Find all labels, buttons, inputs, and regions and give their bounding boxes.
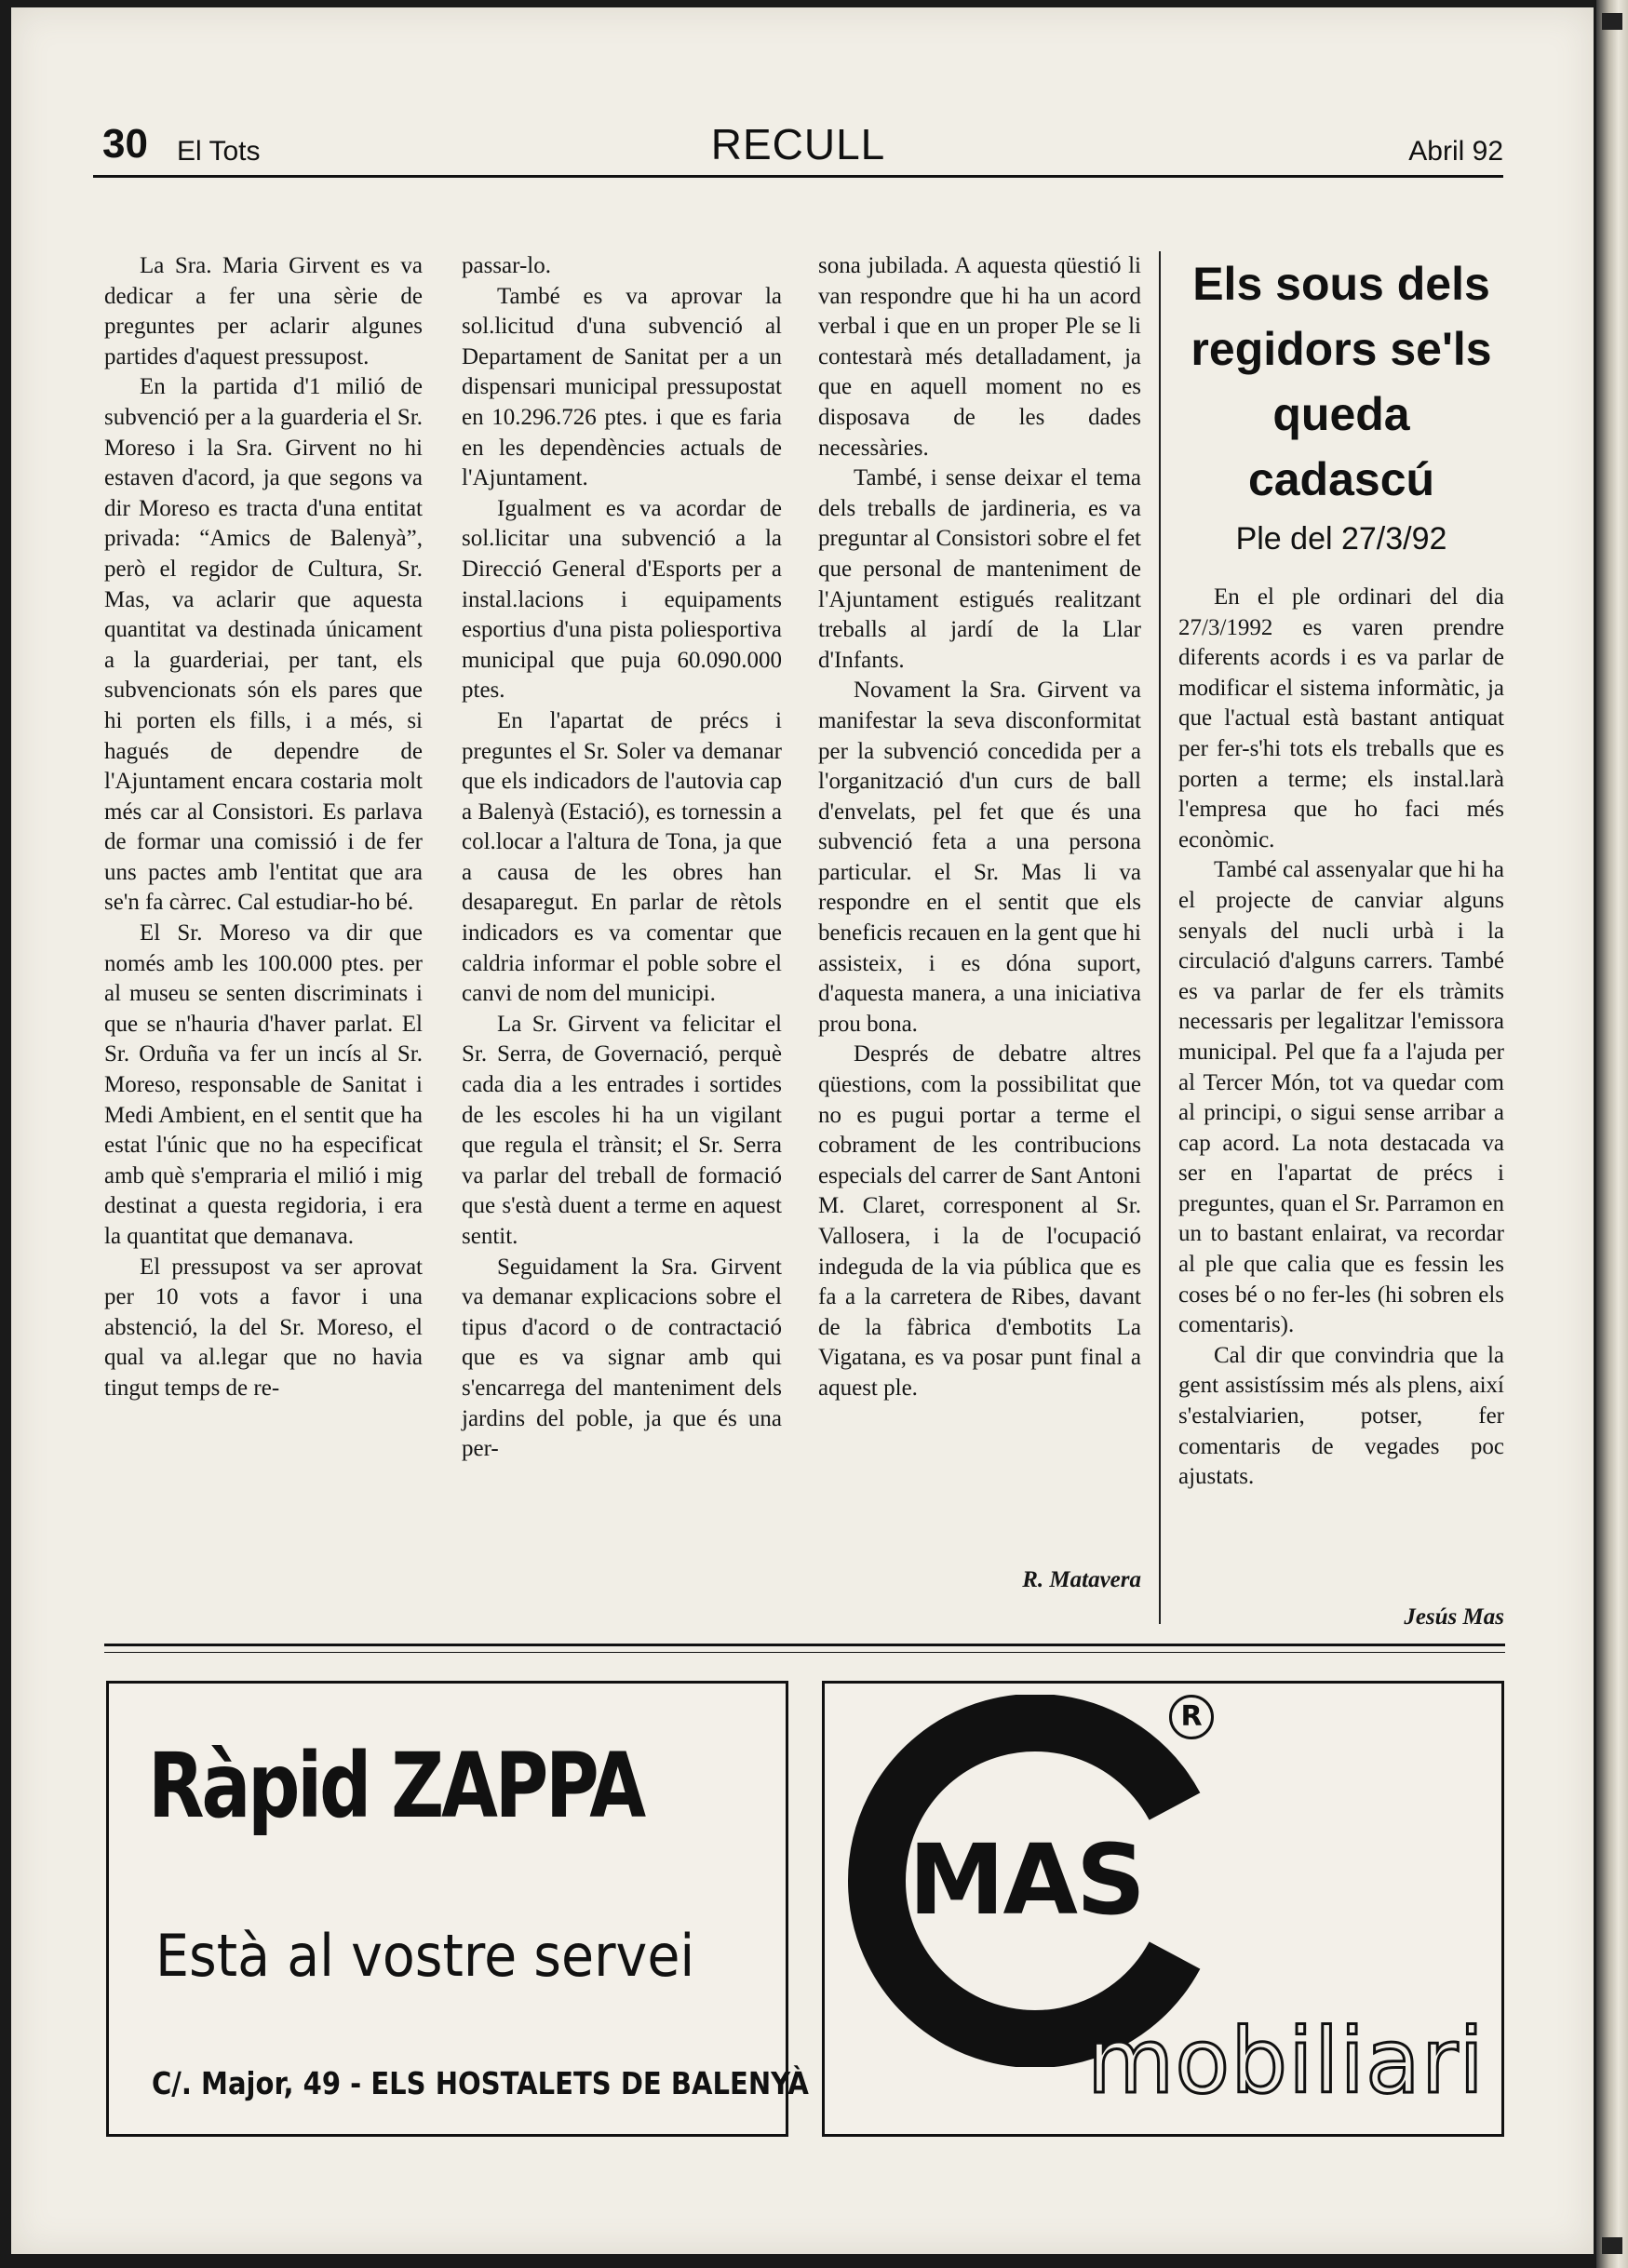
article-column-2 <box>462 251 782 1465</box>
article-column-3 <box>818 251 1141 1404</box>
column-divider <box>1159 251 1161 1624</box>
paragraph: La Sra. Maria Girvent es va dedicar a fer una sèrie de preguntes per aclarir algunes partides d'aquest pressupost. <box>104 253 423 369</box>
paragraph: Després de debatre altres qüestions, com la possibilitat que no es pugui portar a terme el cobrament de les contribucions especials del carrer de Sant Antoni M. Claret, corresponent al Sr. Vallosera, i la de l'ocupació indeguda de la via pública que es fa a la carretera de Ribes, davant de la fàbrica d'embotits La Vigatana, es va posar punt final a aquest ple. <box>818 1041 1141 1401</box>
newspaper-page <box>11 7 1594 2254</box>
ad-logo-text: MAS <box>908 1823 1144 1937</box>
paragraph: També es va aprovar la sol.licitud d'una subvenció al Departament de Sanitat per a un dispensari municipal pressupostat en 10.296.726 ptes. i que es faria en les dependències actuals de l'Ajuntament. <box>462 283 782 491</box>
spine-mark <box>1602 13 1622 30</box>
book-spine <box>1596 0 1628 2268</box>
paragraph: El pressupost va ser aprovat per 10 vots a favor i una abstenció, la del Sr. Moreso, el qual va al.legar que no havia tingut temps de re- <box>104 1254 423 1401</box>
article-signature: Jesús Mas <box>1404 1604 1504 1630</box>
ad-address: C/. Major, 49 - ELS HOSTALETS DE BALENYÀ <box>152 2065 809 2101</box>
advertisement-mas-mobiliari <box>822 1681 1504 2137</box>
article-column-1 <box>104 251 423 1404</box>
ad-tagline: Està al vostre servei <box>155 1922 695 1990</box>
article-subhead: Ple del 27/3/92 <box>1235 521 1447 557</box>
section-title: RECULL <box>710 120 886 168</box>
article-signature: R. Matavera <box>1022 1567 1141 1592</box>
registered-mark: R <box>1169 1695 1214 1739</box>
paragraph: La Sr. Girvent va felicitar el Sr. Serra, de Governació, perquè cada dia a les entrades i sortides de les escoles hi ha un vigilant que regula el trànsit; el Sr. Serra va parlar del treball de formació que s'està duent a terme en aquest sentit. <box>462 1011 782 1249</box>
page-number: 30 <box>102 121 148 167</box>
ad-business-name: Ràpid ZAPPA <box>148 1734 643 1838</box>
paragraph: Cal dir que convindria que la gent assistíssim més als plens, així s'estalviarien, potser, fer comentaris de vegades poc ajustats. <box>1178 1342 1504 1490</box>
separator-rule <box>104 1652 1505 1653</box>
publication-name: El Tots <box>177 136 261 167</box>
paragraph: També, i sense deixar el tema dels treballs de jardineria, es va preguntar al Consistori sobre el fet que personal de manteniment de l'Ajuntament estigués realitzant treballs al jardí de la Llar d'Infants. <box>818 465 1141 673</box>
paragraph: El Sr. Moreso va dir que només amb les 100.000 ptes. per al museu se senten discriminats i que se n'hauria d'haver parlat. El Sr. Orduña va fer un incís al Sr. Moreso, responsable de Sanitat i Medi Ambient, en el sentit que ha estat l'únic que no ha especificat amb què s'empraria el milió i mig destinat a questa regidoria, i era la quantitat que demanava. <box>104 920 423 1249</box>
separator-rule <box>104 1644 1505 1646</box>
paragraph: També cal assenyalar que hi ha el projecte de canviar alguns senyals del nucli urbà i la circulació d'alguns carrers. També es va parlar de fer els tràmits necessaris per legalitzar l'emissora municipal. Pel que fa a l'ajuda per al Tercer Món, tot va quedar com al principi, o sigui sense arribar a cap acord. La nota destacada va ser en l'apartat de précs i preguntes, quan el Sr. Parramon en un to bastant enlairat, va recordar al ple que calia que es fessin les coses bé o no fer-les (hi sobren els comentaris). <box>1178 857 1504 1338</box>
paragraph: passar-lo. <box>462 253 551 278</box>
article-column-4 <box>1178 583 1504 1493</box>
paragraph: En el ple ordinari del dia 27/3/1992 es varen prendre diferents acords i es va parlar de modificar el sistema informàtic, ja que l'actual està bastant antiquat per fer-s'hi tots els treballs que es porten a terme; els instal.larà l'empresa que ho faci més econòmic. <box>1178 584 1504 852</box>
paragraph: Seguidament la Sra. Girvent va demanar explicacions sobre el tipus d'acord o de contractació que es va signar amb qui s'encarrega del manteniment dels jardins del poble, ja que és una per- <box>462 1254 782 1462</box>
spine-mark <box>1602 2237 1622 2254</box>
paragraph: Novament la Sra. Girvent va manifestar la seva disconformitat per la subvenció concedida per a l'organització d'un curs de ball d'envelats, pel fet que és una subvenció feta a una persona particular. el Sr. Mas li va respondre en el sentit que els beneficis recauen en la gent que hi assisteix, i es dóna suport, d'aquesta manera, a una iniciativa prou bona. <box>818 678 1141 1037</box>
issue-date: Abril 92 <box>1408 136 1503 167</box>
ad-wordmark: mobiliari <box>1086 2009 1485 2114</box>
paragraph: Igualment es va acordar de sol.licitar una subvenció a la Direcció General d'Esports per a instal.lacions i equipaments esportius d'una pista poliesportiva municipal que puja 60.090.000 ptes. <box>462 495 782 704</box>
paragraph: En la partida d'1 milió de subvenció per a la guarderia el Sr. Moreso i la Sra. Girvent no hi estaven d'acord, ja que segons va dir Moreso es tracta d'una entitat privada: “Amics de Balenyà”, però el regidor de Cultura, Sr. Mas, va aclarir que aquesta quantitat va destinada únicament a la guarderiai, per tant, els subvencionats són els pares que hi porten els fills, i a més, si hagués de dependre de l'Ajuntament encara costaria molt més car al Consistori. Es parlava de formar una comissió i de fer uns pactes amb l'entitat que ara se'n fa càrrec. Cal estudiar-ho bé. <box>104 374 423 916</box>
paragraph: sona jubilada. A aquesta qüestió li van respondre que hi ha un acord verbal i que en un proper Ple se li contestarà més detalladament, ja que en aquell moment no es disposava de les dades necessàries. <box>818 253 1141 461</box>
advertisement-rapid-zappa <box>106 1681 809 2137</box>
article-headline: Els sous dels regidors se'ls queda cadascú <box>1191 258 1492 505</box>
paragraph: En l'apartat de précs i preguntes el Sr. Soler va demanar que els indicadors de l'autovia cap a Balenyà (Estació), es tornessin a col.locar a l'altura de Tona, ja que a causa de les obres han desaparegut. En parlar de rètols indicadors es va comentar que caldria informar el poble sobre el canvi de nom del municipi. <box>462 707 782 1007</box>
page-header <box>93 117 1503 178</box>
